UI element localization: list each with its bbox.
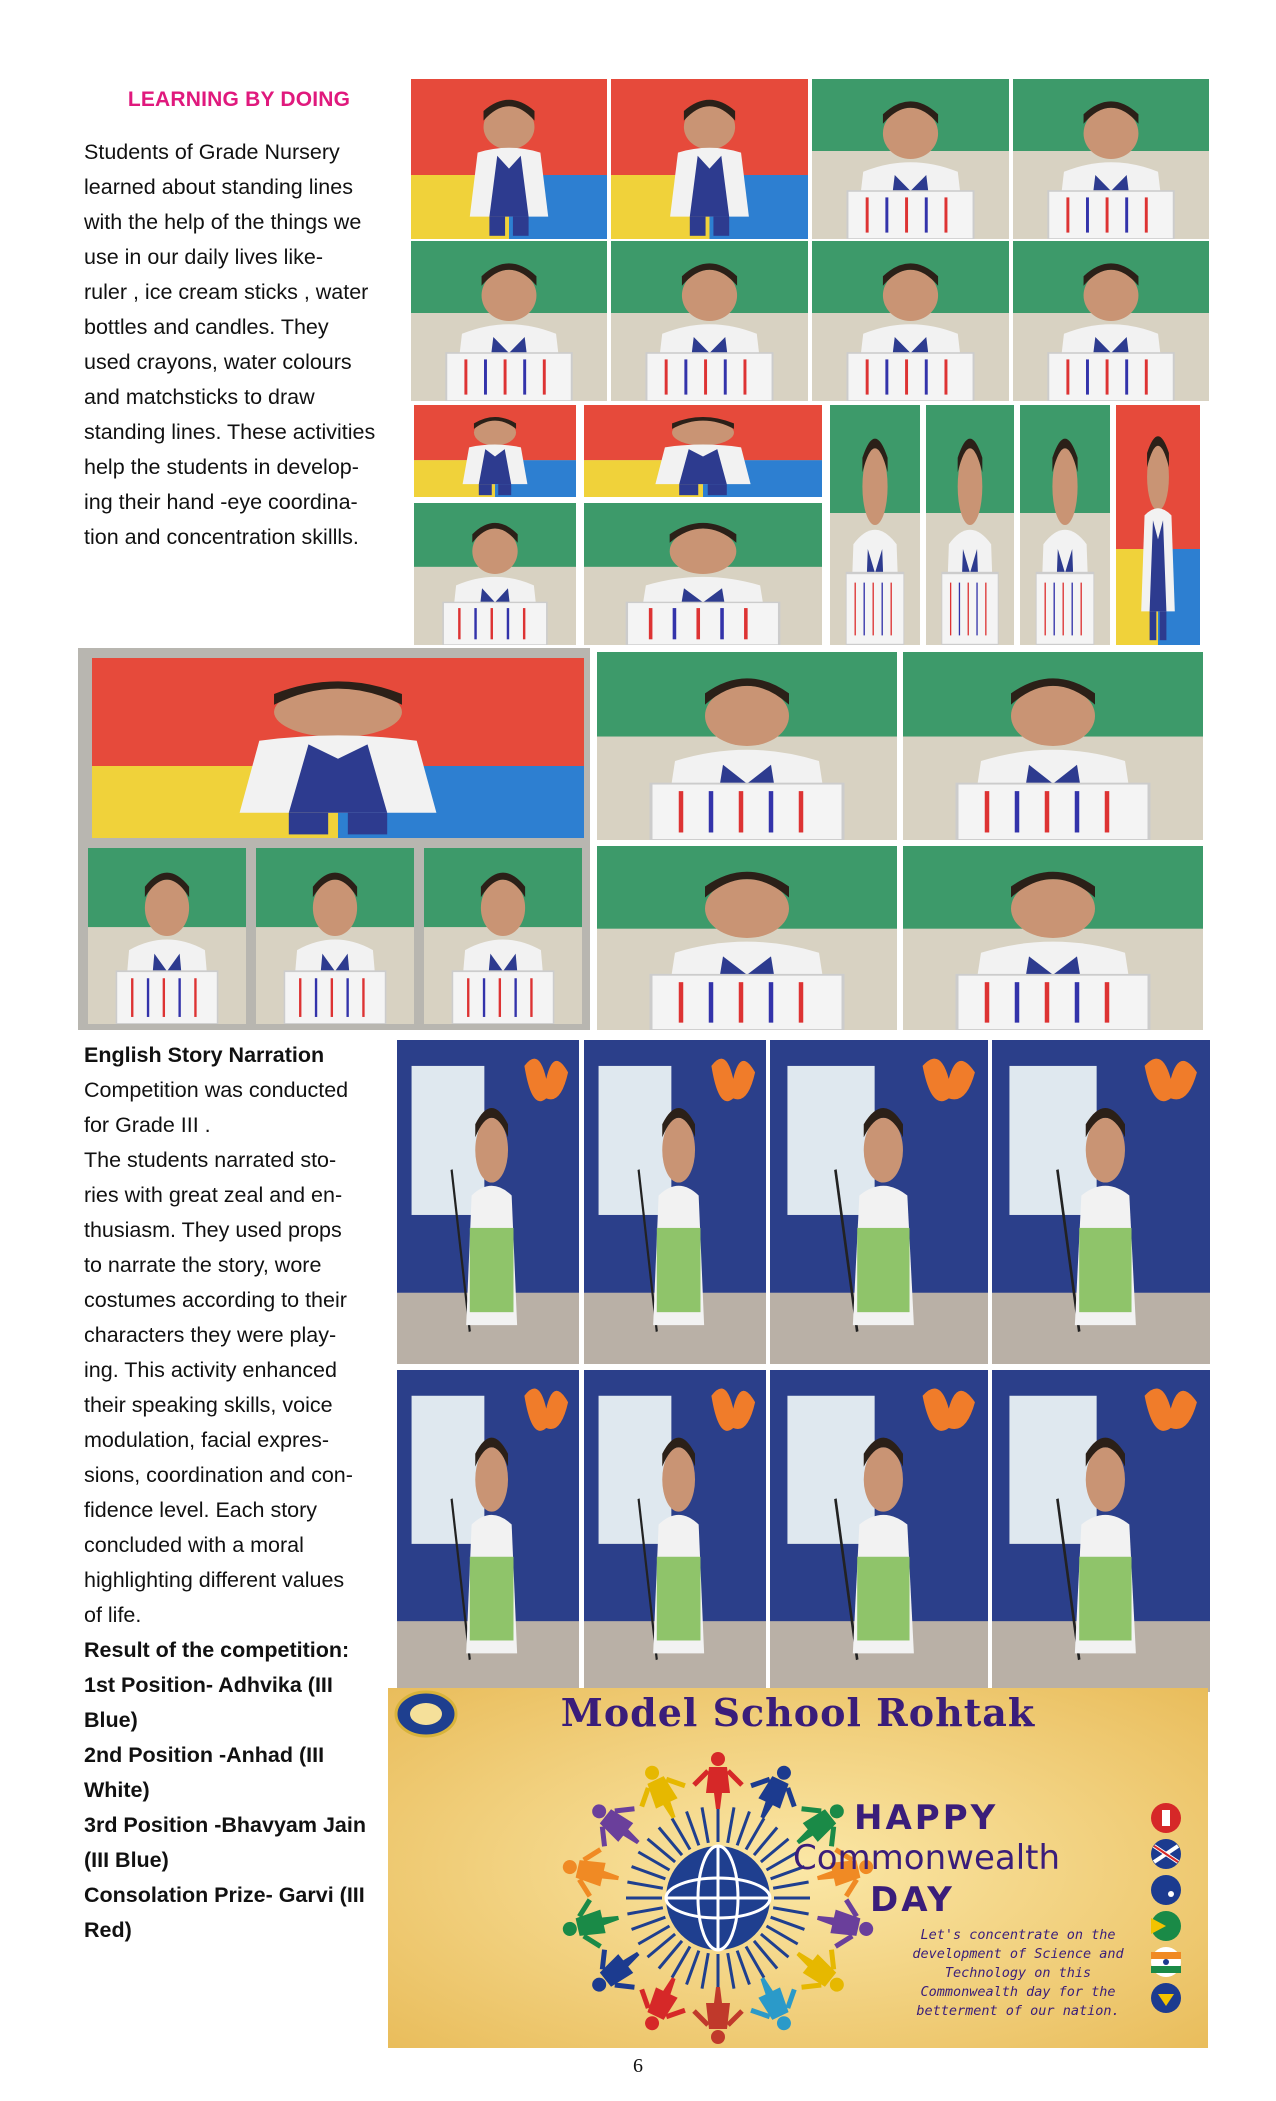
activity-photo — [812, 241, 1009, 401]
result-line: 1st Position- Adhvika (III — [84, 1673, 333, 1697]
text-line: thusiasm. They used props — [84, 1218, 342, 1242]
text-line: ing their hand -eye coordina- — [84, 490, 358, 514]
activity-photo — [1116, 405, 1200, 645]
commonwealth-day-poster — [388, 1688, 1208, 2048]
story-narration-photo — [770, 1370, 988, 1692]
text-line: use in our daily lives like- — [84, 245, 323, 269]
story-narration-photo — [770, 1040, 988, 1364]
activity-photo — [411, 79, 607, 239]
activity-photo — [414, 503, 576, 645]
story-narration-photo — [397, 1040, 579, 1364]
text-line: characters they were play- — [84, 1323, 337, 1347]
text-line: concluded with a moral — [84, 1533, 304, 1557]
gallery-photo — [88, 848, 246, 1024]
text-line: costumes according to their — [84, 1288, 347, 1312]
text-line: The students narrated sto- — [84, 1148, 337, 1172]
story-narration-text — [84, 1038, 404, 1948]
learning-by-doing-text — [84, 135, 404, 555]
text-line: help the students in develop- — [84, 455, 359, 479]
text-line: used crayons, water colours — [84, 350, 352, 374]
poster-message — [868, 1926, 1168, 2021]
activity-photo — [611, 79, 808, 239]
poster-message-line: Let's concentrate on the — [920, 1927, 1116, 1943]
text-line: modulation, facial expres- — [84, 1428, 329, 1452]
activity-photo — [414, 405, 576, 497]
result-line: Blue) — [84, 1708, 138, 1732]
story-narration-photo — [397, 1370, 579, 1692]
activity-photo — [1020, 405, 1110, 645]
text-line: standing lines. These activities — [84, 420, 376, 444]
text-line: bottles and candles. They — [84, 315, 329, 339]
section-title-learning-by-doing: LEARNING BY DOING — [127, 88, 351, 111]
activity-photo — [584, 405, 822, 497]
poster-day: DAY — [870, 1880, 955, 1920]
result-heading: Result of the competition: — [84, 1638, 350, 1662]
activity-photo — [411, 241, 607, 401]
poster-message-line: Commonwealth day for the — [920, 1984, 1116, 2000]
text-line: ing. This activity enhanced — [84, 1358, 337, 1382]
text-line: with the help of the things we — [84, 210, 362, 234]
text-line: tion and concentration skillls. — [84, 525, 359, 549]
gallery-photo-large — [92, 658, 584, 838]
text-line: ries with great zeal and en- — [84, 1183, 343, 1207]
text-line: fidence level. Each story — [84, 1498, 318, 1522]
poster-commonwealth: Commonwealth — [793, 1838, 1061, 1878]
story-narration-photo — [992, 1370, 1210, 1692]
text-line: ruler , ice cream sticks , water — [84, 280, 369, 304]
text-line: Competition was conducted — [84, 1078, 349, 1102]
activity-photo — [812, 79, 1009, 239]
result-line: Red) — [84, 1918, 132, 1942]
gallery-photo — [256, 848, 414, 1024]
activity-photo — [903, 846, 1203, 1030]
text-line: highlighting different values — [84, 1568, 345, 1592]
text-line: of life. — [84, 1603, 142, 1627]
activity-photo — [903, 652, 1203, 840]
gallery-photo — [424, 848, 582, 1024]
poster-message-line: Technology on this — [944, 1965, 1092, 1981]
text-line: for Grade III . — [84, 1113, 211, 1137]
activity-photo — [584, 503, 822, 645]
story-narration-photo — [584, 1040, 766, 1364]
story-narration-photo — [992, 1040, 1210, 1364]
page-number: 6 — [633, 2055, 643, 2077]
activity-photo — [611, 241, 808, 401]
result-line: White) — [84, 1778, 150, 1802]
activity-photo — [597, 846, 897, 1030]
story-narration-photo — [584, 1370, 766, 1692]
activity-photo — [1013, 79, 1209, 239]
result-line: 3rd Position -Bhavyam Jain — [84, 1813, 366, 1837]
activity-photo — [597, 652, 897, 840]
result-line: Consolation Prize- Garvi (III — [84, 1883, 365, 1907]
activity-photo — [1013, 241, 1209, 401]
poster-happy: HAPPY — [854, 1798, 999, 1838]
poster-school-name: Model School Rohtak — [560, 1690, 1036, 1735]
poster-message-line: betterment of our nation. — [916, 2003, 1120, 2019]
activity-photo — [830, 405, 920, 645]
text-line: sions, coordination and con- — [84, 1463, 353, 1487]
story-narration-heading: English Story Narration — [84, 1043, 325, 1067]
result-line: (III Blue) — [84, 1848, 169, 1872]
text-line: and matchsticks to draw — [84, 385, 315, 409]
text-line: Students of Grade Nursery — [84, 140, 340, 164]
activity-photo — [926, 405, 1014, 645]
text-line: learned about standing lines — [84, 175, 353, 199]
text-line: to narrate the story, wore — [84, 1253, 322, 1277]
poster-message-line: development of Science and — [912, 1946, 1124, 1962]
result-line: 2nd Position -Anhad (III — [84, 1743, 325, 1767]
text-line: their speaking skills, voice — [84, 1393, 333, 1417]
